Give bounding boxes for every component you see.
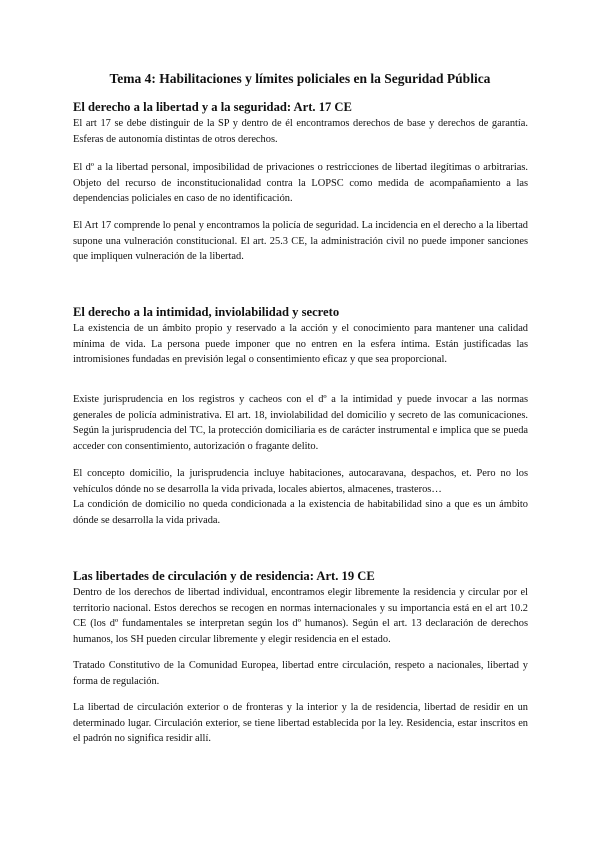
paragraph: La libertad de circulación exterior o de fronteras y la interior y la de residencia, libertad de residir en un determinado lugar. Circulación exterior, se tiene libertad establecida por la ley. Residencia, estar inscritos en el padrón no significa residir allí. [73, 702, 528, 744]
section-heading: Las libertades de circulación y de residencia: Art. 19 CE [73, 569, 375, 583]
section-heading: El derecho a la intimidad, inviolabilidad y secreto [73, 305, 340, 319]
paragraph: El Art 17 comprende lo penal y encontramos la policía de seguridad. La incidencia en el derecho a la libertad supone una vulneración constitucional. El art. 25.3 CE, la administración civil no puede imponer sanciones que impliquen vulneración de la libertad. [73, 220, 528, 262]
paragraph: Dentro de los derechos de libertad individual, encontramos elegir libremente la residencia y circular por el territorio nacional. Estos derechos se recogen en normas internacionales y su importancia está en el art 10.2 CE (los dº fundamentales se interpretan según los dº humanos). Según el art. 13 declaración de derechos humanos, los SH pueden circular libremente y elegir residencia en el estado. [73, 587, 528, 645]
paragraph: Tratado Constitutivo de la Comunidad Europea, libertad entre circulación, respeto a nacionales, libertad y forma de regulación. [73, 660, 528, 687]
section-heading: El derecho a la libertad y a la seguridad: Art. 17 CE [73, 100, 352, 114]
paragraph: Existe jurisprudencia en los registros y cacheos con el dº a la intimidad y puede invocar a las normas generales de policía administrativa. El art. 18, inviolabilidad del domicilio y secreto de las comunicaciones. Según la jurisprudencia del TC, la protección domiciliaria es de carácter instrumental e implica que se pueda acceder con consentimiento, autorización o fragante delito. [73, 394, 528, 452]
document-title: Tema 4: Habilitaciones y límites policiales en la Seguridad Pública [109, 71, 491, 86]
paragraph: El art 17 se debe distinguir de la SP y dentro de él encontramos derechos de base y derechos de garantía. Esferas de autonomía distintas de otros derechos. [73, 118, 528, 145]
paragraph: El dº a la libertad personal, imposibilidad de privaciones o restricciones de libertad ilegítimas o arbitrarias. Objeto del recurso de inconstitucionalidad contra la LOPSC como medida de acompañamiento a las dependencias policiales en caso de no identificación. [73, 162, 528, 204]
paragraph: La existencia de un ámbito propio y reservado a la acción y el conocimiento para mantener una calidad mínima de vida. La persona puede imponer que no entren en la esfera íntima. Están justificadas las intromisiones fundadas en previsión legal o consentimiento eficaz y que sea proporcional. [73, 323, 528, 365]
paragraph: La condición de domicilio no queda condicionada a la existencia de habitabilidad sino a que es un ámbito dónde se desarrolla la vida privada. [73, 499, 528, 526]
paragraph: El concepto domicilio, la jurisprudencia incluye habitaciones, autocaravana, despachos, et. Pero no los vehículos dónde no se desarrolla la vida privada, locales abiertos, almacenes, trasteros… [73, 468, 528, 495]
